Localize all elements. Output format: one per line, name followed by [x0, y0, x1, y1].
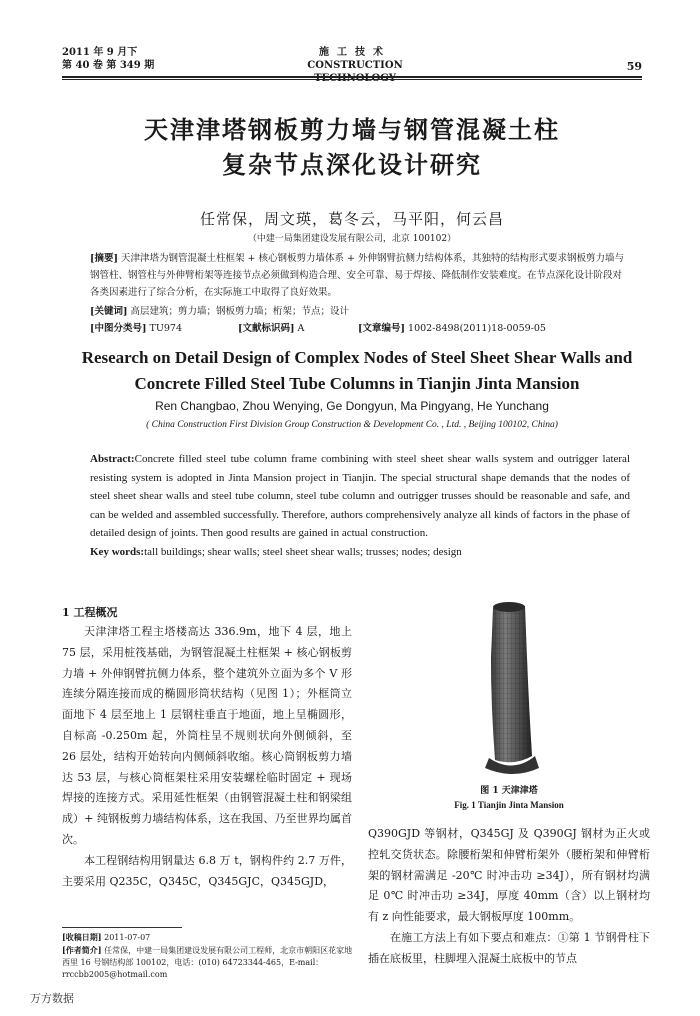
- author-bio: [作者简介] 任常保，中建一局集团建设发展有限公司工程师，北京市朝阳区花家地西里 16 号钢结构部 100102，电话：(010) 64723344-465，E-mail：rrccbb2005@hotmail.com: [62, 945, 353, 979]
- title-cn-line2: 复杂节点深化设计研究: [222, 150, 482, 179]
- tower-figure: [455, 598, 565, 778]
- abstract-en-label: Abstract:: [90, 453, 135, 465]
- keywords-cn-label: [关键词]: [90, 306, 128, 317]
- figure-caption-cn: 图 1 天津津塔: [480, 786, 538, 796]
- title-cn-line1: 天津津塔钢板剪力墙与钢管混凝土柱: [144, 115, 560, 144]
- body-right-column: [368, 824, 650, 970]
- issue-date: 2011 年 9 月下: [62, 47, 138, 58]
- abstract-cn-label: [摘要]: [90, 253, 118, 264]
- affiliation-en: ( China Construction First Division Group Construction & Development Co. , Ltd. , Beijing 100102, China): [146, 420, 558, 430]
- clc-field: [中图分类号] TU974: [90, 323, 183, 334]
- classification-row: [90, 320, 630, 337]
- title-en-line1: Research on Detail Design of Complex Nodes of Steel Sheet Shear Walls and: [81, 348, 633, 367]
- section-heading: 1 工程概况: [62, 606, 118, 619]
- affiliation-cn: （中建一局集团建设发展有限公司，北京 100102）: [247, 234, 457, 244]
- doc-code-field: [文献标识码] A: [238, 323, 305, 334]
- title-en: [62, 345, 652, 397]
- abstract-cn: [90, 250, 630, 301]
- journal-name-cn: 施工技术: [319, 47, 391, 58]
- abstract-cn-text: 天津津塔为钢管混凝土柱框架 + 核心钢板剪力墙体系 + 外伸钢臂抗侧力结构体系，其独特的结构形式要求钢板剪力墙与钢管柱、钢管柱与外伸臂桁架等连接节点必须做到构造合理、安全可靠、易于焊接、降低制作安装难度。在节点深化设计阶段对各类因素进行了综合分析，在实际施工中取得了良好效果。: [90, 253, 625, 298]
- authors-en: Ren Changbao, Zhou Wenying, Ge Dongyun, Ma Pingyang, He Yunchang: [155, 399, 549, 413]
- issue-info: [62, 46, 154, 72]
- footnote: [62, 931, 354, 981]
- body-paragraph: 本工程钢结构用钢量达 6.8 万 t，钢构件约 2.7 万件，主要采用 Q235C，Q345C，Q345GJC，Q345GJD，: [62, 853, 352, 888]
- abstract-en: [90, 450, 630, 561]
- keywords-en-text: tall buildings; shear walls; steel sheet shear walls; trusses; nodes; design: [144, 545, 462, 558]
- journal-name-en: CONSTRUCTION TECHNOLOGY: [307, 60, 403, 84]
- body-paragraph: 在施工方法上有如下要点和难点：①第 1 节钢骨柱下插在底板里，柱脚埋入混凝土底板中的节点: [368, 930, 650, 965]
- body-paragraph: 天津津塔工程主塔楼高达 336.9m，地下 4 层，地上 75 层，采用桩筏基础，为钢管混凝土柱框架 + 核心钢板剪力墙 + 外伸钢臂抗侧力体系，整个建筑外立面为多个 V 形连续分隔连接而成的椭圆形筒状结构（见图 1）；外框筒立面地下 4 层至地上 1 层钢柱垂直于地面，地上呈椭圆形，自标高 -0.250m 起，外筒柱呈不规则状向外侧倾斜，至 26 层处，结构开始转向内侧倾斜收缩。核心筒钢板剪力墙达 53 层，与核心筒框架柱采用安装螺栓临时固定 + 现场焊接的连接方式。采用延性框架（由钢管混凝土柱和钢梁组成）+ 纯钢板剪力墙结构体系，这在我国、乃至世界均属首次。: [62, 625, 352, 846]
- tower-top: [493, 602, 525, 612]
- header-rule: [62, 76, 642, 78]
- watermark: 万方数据: [30, 992, 74, 1005]
- body-left-column: [62, 622, 352, 892]
- header-rule-thin: [62, 79, 642, 80]
- keywords-cn-text: 高层建筑；剪力墙；钢板剪力墙；桁架；节点；设计: [130, 306, 350, 317]
- footnote-rule: [62, 927, 182, 928]
- keywords-en-label: Key words:: [90, 545, 145, 558]
- received-date: [收稿日期] 2011-07-07: [62, 932, 151, 942]
- page-number: 59: [626, 60, 642, 73]
- tower-grid: [491, 603, 532, 762]
- abstract-en-text: Concrete filled steel tube column frame combining with steel sheet shear walls system and outrigger lateral resisting system is adopted in Jinta Mansion project in Tianjin. The special structural shape demands that the nodes of steel sheet shear walls and steel tube column, steel tube column and outrigger trusses should be reasonable and safe, and can be welded and assembled successfully. Therefore, authors comprehensively analyze all kinds of factors in the phase of detailed design of joints. Then good results are gained in actual construction.: [90, 453, 630, 539]
- article-number-field: [文章编号] 1002-8498(2011)18-0059-05: [358, 323, 546, 334]
- figure-caption-en: Fig. 1 Tianjin Jinta Mansion: [454, 800, 564, 810]
- keywords-en: [90, 543, 630, 562]
- title-en-line2: Concrete Filled Steel Tube Columns in Tianjin Jinta Mansion: [134, 374, 580, 393]
- abstract-en-body: [90, 450, 630, 543]
- issue-volume: 第 40 卷 第 349 期: [62, 60, 155, 71]
- body-paragraph: Q390GJD 等钢材，Q345GJ 及 Q390GJ 钢材为正火或控轧交货状态。除腰桁架和伸臂桁架外（腰桁架和伸臂桁架的钢材需满足 -20℃ 时冲击功 ≥34J），所有钢材均满足 0℃ 时冲击功 ≥34J，厚度 40mm（含）以上钢材均有 z 向性能要求，最大钢板厚度 100mm。: [368, 827, 650, 924]
- authors-cn: 任常保，周文瑛，葛冬云，马平阳，何云昌: [199, 210, 504, 228]
- keywords-cn: [90, 303, 630, 320]
